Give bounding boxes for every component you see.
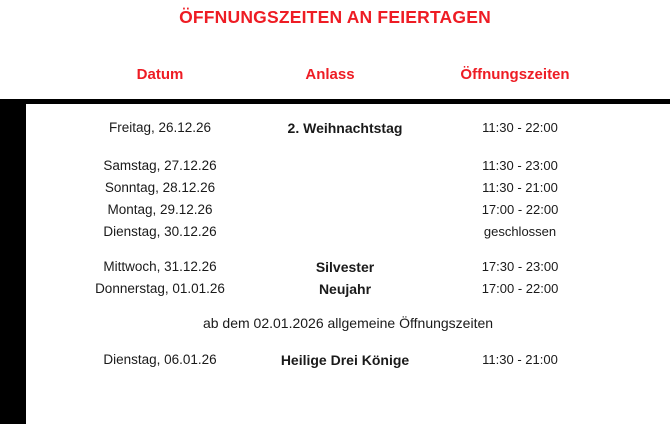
table-row xyxy=(26,278,670,300)
cell-datum: Mittwoch, 31.12.26 xyxy=(103,259,217,274)
column-header-datum: Datum xyxy=(136,66,184,83)
column-header-row xyxy=(0,66,670,90)
poster-header-band xyxy=(0,0,670,99)
column-header-anlass: Anlass xyxy=(305,66,355,83)
table-row xyxy=(26,256,670,278)
cell-oeffnungszeiten: geschlossen xyxy=(483,224,557,239)
table-row xyxy=(26,349,670,371)
cell-oeffnungszeiten: 17:30 - 23:00 xyxy=(481,259,559,274)
cell-oeffnungszeiten: 11:30 - 21:00 xyxy=(482,180,558,195)
cell-anlass: Heilige Drei Könige xyxy=(280,352,410,368)
cell-datum: Freitag, 26.12.26 xyxy=(108,120,212,135)
table-row xyxy=(26,177,670,199)
cell-datum: Sonntag, 28.12.26 xyxy=(104,180,216,195)
cell-oeffnungszeiten: 11:30 - 21:00 xyxy=(482,352,558,367)
cell-oeffnungszeiten: 11:30 - 23:00 xyxy=(482,158,558,173)
cell-oeffnungszeiten: 17:00 - 22:00 xyxy=(481,202,559,217)
cell-datum: Dienstag, 30.12.26 xyxy=(103,224,217,239)
schedule-panel xyxy=(26,104,670,424)
cell-anlass: 2. Weihnachtstag xyxy=(287,120,403,136)
page-title: ÖFFNUNGSZEITEN AN FEIERTAGEN xyxy=(179,7,491,27)
column-header-oeffnungszeiten: Öffnungszeiten xyxy=(460,66,570,83)
general-hours-note: ab dem 02.01.2026 allgemeine Öffnungszeiten xyxy=(202,315,494,331)
table-row xyxy=(26,117,670,139)
table-row xyxy=(26,155,670,177)
table-row xyxy=(26,221,670,243)
cell-oeffnungszeiten: 11:30 - 22:00 xyxy=(482,120,558,135)
table-row xyxy=(26,199,670,221)
cell-datum: Donnerstag, 01.01.26 xyxy=(95,281,225,296)
cell-datum: Dienstag, 06.01.26 xyxy=(103,352,217,367)
cell-anlass: Neujahr xyxy=(318,281,372,297)
cell-datum: Montag, 29.12.26 xyxy=(107,202,213,217)
cell-anlass: Silvester xyxy=(315,259,375,275)
cell-datum: Samstag, 27.12.26 xyxy=(103,158,217,173)
cell-oeffnungszeiten: 17:00 - 22:00 xyxy=(481,281,559,296)
